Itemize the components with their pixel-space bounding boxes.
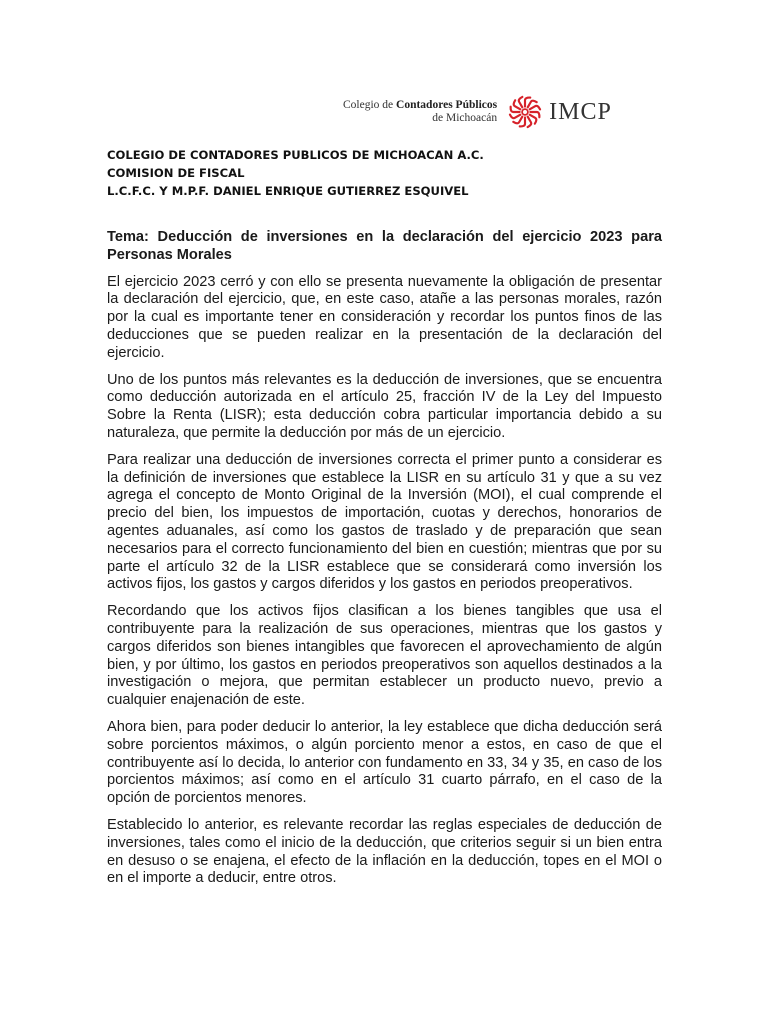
paragraph: Recordando que los activos fijos clasifican a los bienes tangibles que usa el contribuyente para la realización de sus operaciones, mientras que los gastos y cargos diferidos son bienes intangibles que favorecen el aprovechamiento de algún bien, y por último, los gastos en periodos preoperativos son aquellos destinados a la investigación o mejora, que permitan establecer un producto nuevo, previo a cualquier enajenación de este.: [107, 603, 662, 709]
logo-line2: de Michoacán: [432, 112, 498, 124]
header-commission-line: COMISION DE FISCAL: [107, 166, 245, 180]
burst-ray: [519, 97, 523, 107]
burst-ray: [528, 117, 532, 127]
burst-ray: [530, 106, 540, 110]
paragraph: El ejercicio 2023 cerró y con ello se presenta nuevamente la obligación de presentar la declaración del ejercicio, que, en este caso, atañe a las personas morales, razón por la cual es importante tener en consideración y recordar los puntos finos de las deducciones que se pueden realizar en la presentación de la declaración del ejercicio.: [107, 273, 662, 361]
document-body: [107, 229, 662, 897]
org-logo: [343, 94, 612, 130]
document-header: [107, 146, 484, 200]
imcp-red-burst-icon: [507, 94, 543, 130]
topic-heading: Tema: Deducción de inversiones en la declaración del ejercicio 2023 para Personas Morales: [107, 229, 662, 263]
header-org-line: COLEGIO DE CONTADORES PUBLICOS DE MICHOACAN A.C.: [107, 148, 484, 162]
header-author-line: L.C.F.C. Y M.P.F. DANIEL ENRIQUE GUTIERREZ ESQUIVEL: [107, 184, 469, 198]
burst-ray: [510, 115, 520, 119]
paragraph: Uno de los puntos más relevantes es la deducción de inversiones, que se encuentra como deducción autorizada en el artículo 25, fracción IV de la Ley del Impuesto Sobre la Renta (LISR); esta deducción cobra particular importancia debido a su naturaleza, que permite la deducción por más de un ejercicio.: [107, 371, 662, 441]
paragraph: Para realizar una deducción de inversiones correcta el primer punto a considerar es la definición de inversiones que establece la LISR en su artículo 31 y que a su vez agrega el concepto de Monto Original de la Inversión (MOI), el cual comprende el precio del bien, los impuestos de importación, cuotas y derechos, honorarios de agentes aduanales, así como los gastos de traslado y de preparación que sean necesarios para el correcto funcionamiento del bien en cuestión; mientras que por su parte el artículo 32 de la LISR establece que se considerará como inversión los activos fijos, los gastos y cargos diferidos y los gastos en periodos preoperativos.: [107, 451, 662, 593]
paragraph: Establecido lo anterior, es relevante recordar las reglas especiales de deducción de inversiones, tales como el inicio de la deducción, que criterios seguir si un bien entra en desuso o se enajena, el efecto de la inflación en la deducción, topes en el MOI o en el importe a deducir, entre otros.: [107, 816, 662, 887]
paragraph: Ahora bien, para poder deducir lo anterior, la ley establece que dicha deducción será sobre porcientos máximos, o algún porciento menor a estos, en caso de que el contribuyente así lo decida, lo anterior con fundamento en 33, 34 y 35, en caso de los porcientos máximos; así como en el artículo 31 cuarto párrafo, en el caso de la opción de porcientos menores.: [107, 718, 662, 807]
logo-line1-bold: Contadores Públicos: [396, 99, 498, 111]
logo-org-name: [343, 99, 497, 125]
logo-line1-prefix: Colegio de: [343, 99, 394, 111]
logo-acronym: IMCP: [549, 99, 612, 125]
